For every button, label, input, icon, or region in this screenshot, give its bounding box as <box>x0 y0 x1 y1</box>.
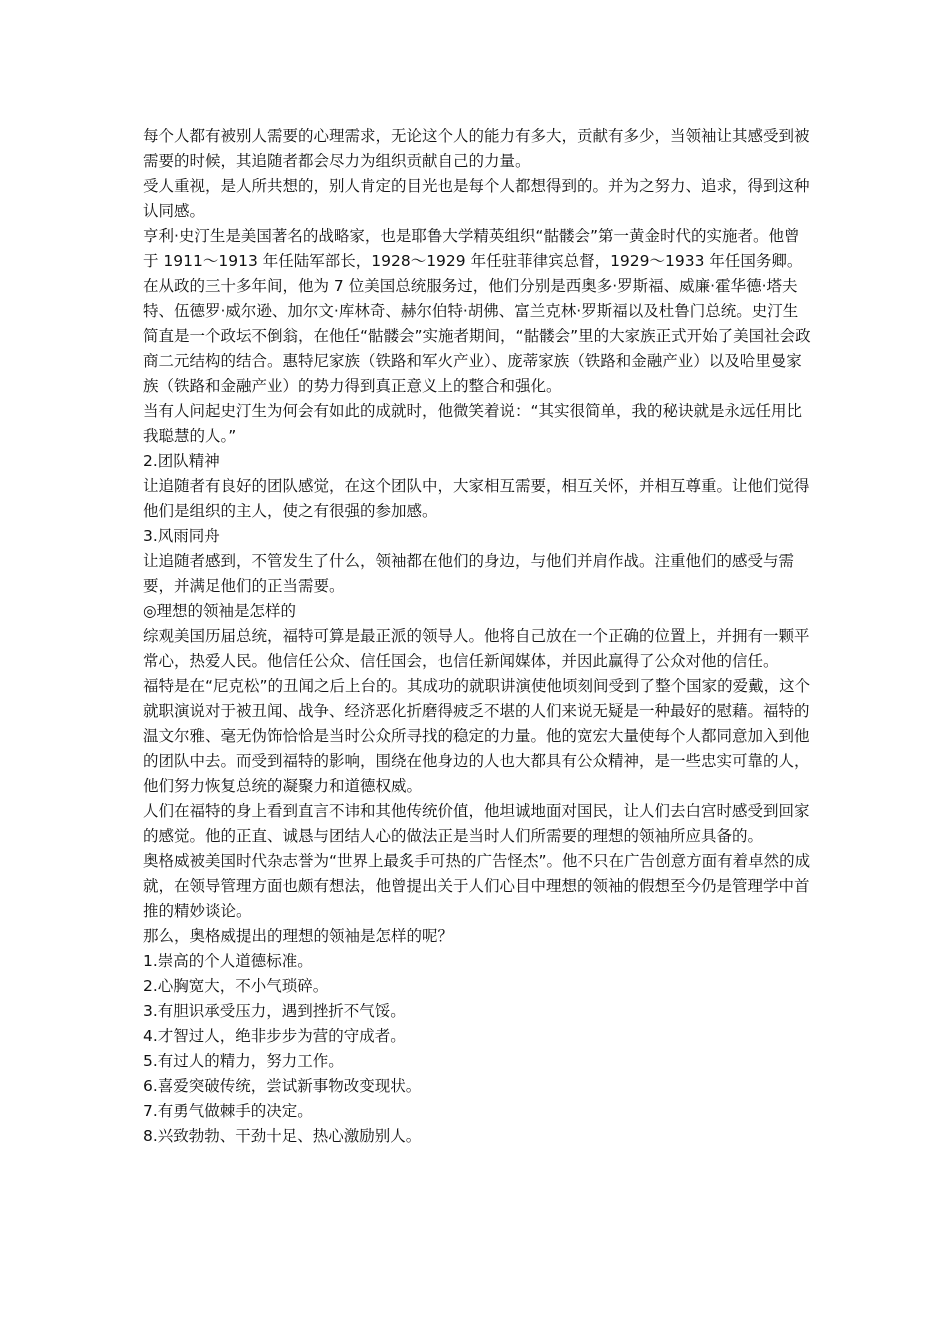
paragraph: 每个人都有被别人需要的心理需求，无论这个人的能力有多大，贡献有多少，当领袖让其感受到被需要的时候，其追随者都会尽力为组织贡献自己的力量。 <box>143 127 810 170</box>
list-item: 2.心胸宽大，不小气琐碎。 <box>143 977 329 995</box>
list-item: 3.有胆识承受压力，遇到挫折不气馁。 <box>143 1002 406 1020</box>
list-item: 1.崇高的个人道德标准。 <box>143 952 313 970</box>
list-item: 7.有勇气做棘手的决定。 <box>143 1102 313 1120</box>
section-heading: 3.风雨同舟 <box>143 527 220 545</box>
document-body <box>143 124 811 1149</box>
paragraph: 让追随者感到，不管发生了什么，领袖都在他们的身边，与他们并肩作战。注重他们的感受与需要，并满足他们的正当需要。 <box>143 552 795 595</box>
section-heading: ◎理想的领袖是怎样的 <box>143 602 297 620</box>
paragraph: 福特是在“尼克松”的丑闻之后上台的。其成功的就职讲演使他顷刻间受到了整个国家的爱戴，这个就职演说对于被丑闻、战争、经济恶化折磨得疲乏不堪的人们来说无疑是一种最好的慰藉。福特的温文尔雅、毫无伪饰恰恰是当时公众所寻找的稳定的力量。他的宽宏大量使每个人都同意加入到他的团队中去。而受到福特的影响，围绕在他身边的人也大都具有公众精神，是一些忠实可靠的人，他们努力恢复总统的凝聚力和道德权威。 <box>143 677 811 795</box>
paragraph: 那么，奥格威提出的理想的领袖是怎样的呢？ <box>143 927 454 945</box>
paragraph: 亨利·史汀生是美国著名的战略家，也是耶鲁大学精英组织“骷髅会”第一黄金时代的实施者。他曾于 1911～1913 年任陆军部长，1928～1929 年任驻菲律宾总督，1929～1933 年任国务卿。在从政的三十多年间，他为 7 位美国总统服务过，他们分别是西奥多·罗斯福、威廉·霍华德·塔夫特、伍德罗·威尔逊、加尔文·库林奇、赫尔伯特·胡佛、富兰克林·罗斯福以及杜鲁门总统。史汀生简直是一个政坛不倒翁，在他任“骷髅会”实施者期间，“骷髅会”里的大家族正式开始了美国社会政商二元结构的结合。惠特尼家族（铁路和军火产业）、庞蒂家族（铁路和金融产业）以及哈里曼家族（铁路和金融产业）的势力得到真正意义上的整合和强化。 <box>143 227 811 395</box>
paragraph: 奥格威被美国时代杂志誉为“世界上最炙手可热的广告怪杰”。他不只在广告创意方面有着卓然的成就，在领导管理方面也颇有想法，他曾提出关于人们心目中理想的领袖的假想至今仍是管理学中首推的精妙谈论。 <box>143 852 811 920</box>
list-item: 6.喜爱突破传统，尝试新事物改变现状。 <box>143 1077 422 1095</box>
section-heading: 2.团队精神 <box>143 452 220 470</box>
paragraph: 人们在福特的身上看到直言不讳和其他传统价值，他坦诚地面对国民，让人们去白宫时感受到回家的感觉。他的正直、诚恳与团结人心的做法正是当时人们所需要的理想的领袖所应具备的。 <box>143 802 810 845</box>
paragraph: 当有人问起史汀生为何会有如此的成就时，他微笑着说：“其实很简单，我的秘诀就是永远任用比我聪慧的人。” <box>143 402 803 445</box>
paragraph: 受人重视，是人所共想的，别人肯定的目光也是每个人都想得到的。并为之努力、追求，得到这种认同感。 <box>143 177 810 220</box>
list-item: 4.才智过人，绝非步步为营的守成者。 <box>143 1027 406 1045</box>
paragraph: 综观美国历届总统，福特可算是最正派的领导人。他将自己放在一个正确的位置上，并拥有一颗平常心，热爱人民。他信任公众、信任国会，也信任新闻媒体，并因此赢得了公众对他的信任。 <box>143 627 810 670</box>
list-item: 5.有过人的精力，努力工作。 <box>143 1052 344 1070</box>
list-item: 8.兴致勃勃、干劲十足、热心激励别人。 <box>143 1127 422 1145</box>
paragraph: 让追随者有良好的团队感觉，在这个团队中，大家相互需要，相互关怀，并相互尊重。让他们觉得他们是组织的主人，使之有很强的参加感。 <box>143 477 810 520</box>
